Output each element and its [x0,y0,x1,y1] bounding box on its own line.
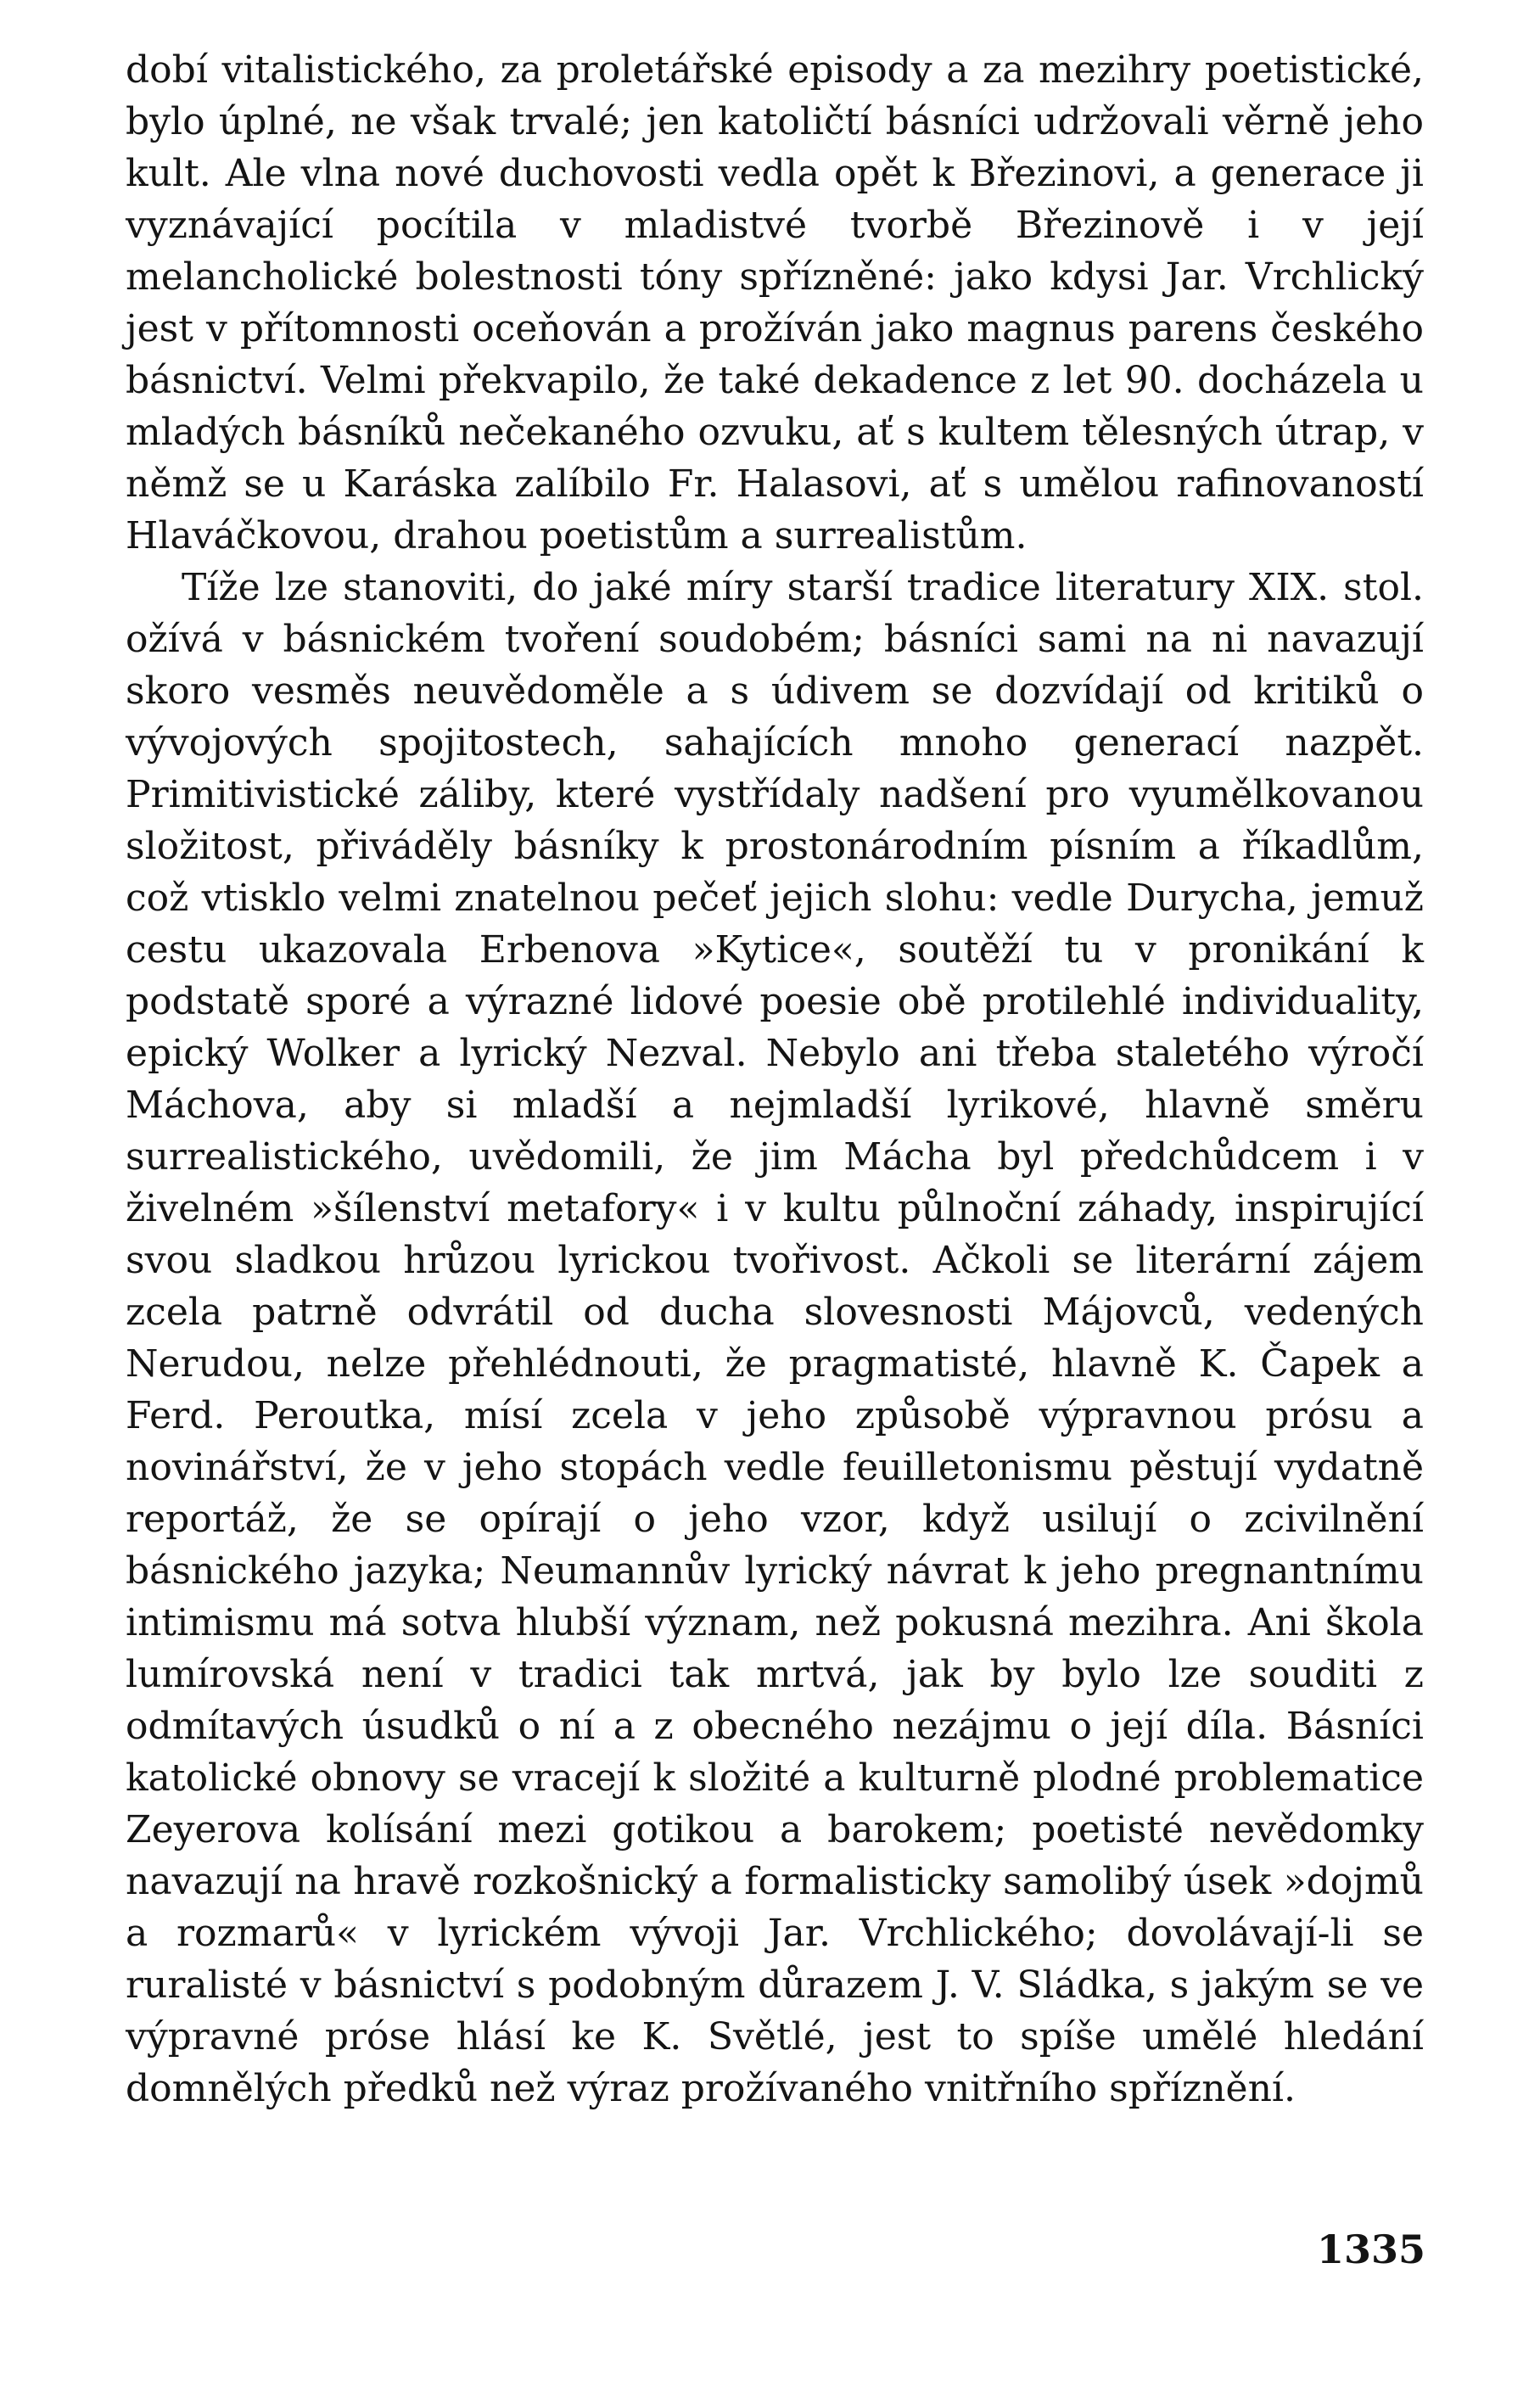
body-text [126,44,1424,2115]
page-number: 1335 [1316,2227,1425,2272]
paragraph-2: Tíže lze stanoviti, do jaké míry starší tradice literatury XIX. stol. ožívá v básnickém tvoření soudobém; básníci sami na ni navazují skoro vesměs neuvědoměle a s údivem se dozvídají od kritiků o vývojových spojitostech, sahajících mnoho generací nazpět. Primitivistické záliby, které vystřídaly nadšení pro vyumělkovanou složitost, přiváděly básníky k prostonárodním písním a říkadlům, což vtisklo velmi znatelnou pečeť jejich slohu: vedle Durycha, jemuž cestu ukazovala Erbenova »Kytice«, soutěží tu v pronikání k podstatě sporé a výrazné lidové poesie obě protilehlé individuality, epický Wolker a lyrický Nezval. Nebylo ani třeba staletého výročí Máchova, aby si mladší a nejmladší lyrikové, hlavně směru surrealistického, uvědomili, že jim Mácha byl předchůdcem i v živelném »šílenství metafory« i v kultu půlnoční záhady, inspirující svou sladkou hrůzou lyrickou tvořivost. Ačkoli se literární zájem zcela patrně odvrátil od ducha slovesnosti Májovců, vedených Nerudou, nelze přehlédnouti, že pragmatisté, hlavně K. Čapek a Ferd. Peroutka, mísí zcela v jeho způsobě výpravnou prósu a novinářství, že v jeho stopách vedle feuilletonismu pěstují vydatně reportáž, že se opírají o jeho vzor, když usilují o zcivilnění básnického jazyka; Neumannův lyrický návrat k jeho pregnantnímu intimismu má sotva hlubší význam, než pokusná mezihra. Ani škola lumírovská není v tradici tak mrtvá, jak by bylo lze souditi z odmítavých úsudků o ní a z obecného nezájmu o její díla. Básníci katolické obnovy se vracejí k složité a kulturně plodné problematice Zeyerova kolísání mezi gotikou a barokem; poetisté nevědomky navazují na hravě rozkošnický a formalisticky samolibý úsek »dojmů a rozmarů« v lyrickém vývoji Jar. Vrchlického; dovolávají-li se ruralisté v básnictví s podobným důrazem J. V. Sládka, s jakým se ve výpravné próse hlásí ke K. Světlé, jest to spíše umělé hledání domnělých předků než výraz prožívaného vnitřního spříznění. [126,566,1424,2110]
paragraph-1: dobí vitalistického, za proletářské episody a za mezihry poetistické, bylo úplné, ne však trvalé; jen katoličtí básníci udržovali věrně jeho kult. Ale vlna nové duchovosti vedla opět k Březinovi, a generace ji vyznávající pocítila v mladistvé tvorbě Březinově i v její melancholické bolestnosti tóny spřízněné: jako kdysi Jar. Vrchlický jest v přítomnosti oceňován a prožíván jako magnus parens českého básnictví. Velmi překvapilo, že také dekadence z let 90. docházela u mladých básníků nečekaného ozvuku, ať s kultem tělesných útrap, v němž se u Karáska zalíbilo Fr. Halasovi, ať s umělou rafinovaností Hlaváčkovou, drahou poetistům a surrealistům. [126,48,1424,557]
